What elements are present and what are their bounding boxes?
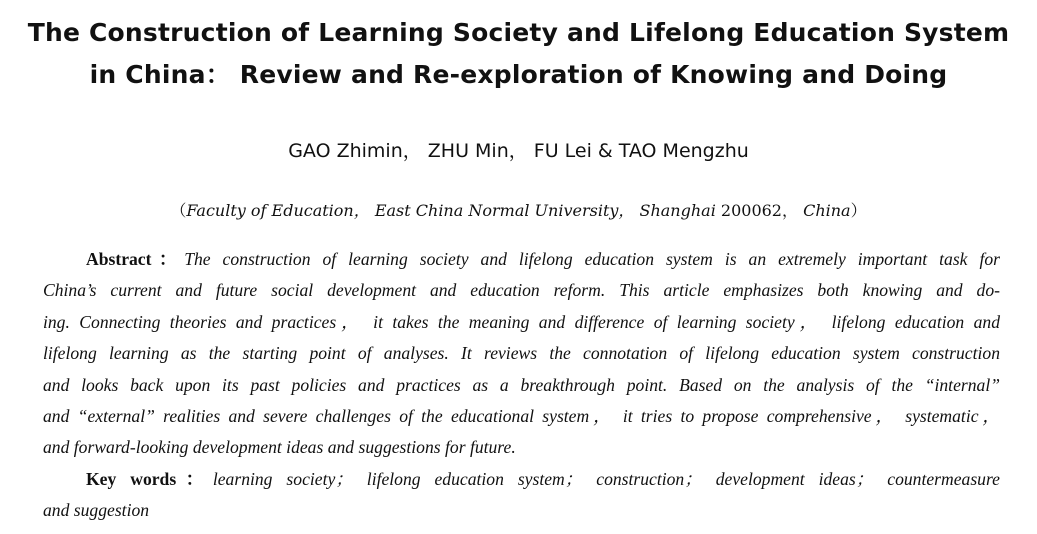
abstract-text-line-1: The construction of learning society and lifelong education system is an extremely important task for	[184, 249, 1000, 269]
abstract-line-4: lifelong learning as the starting point of analyses. It reviews the connotation of lifelong education system construction	[43, 343, 1000, 364]
abstract-line-6: and “external” realities and severe challenges of the educational system， it tries to propose comprehensive， systematic，	[43, 406, 1000, 427]
keywords-line-2: and suggestion	[43, 500, 150, 521]
keywords-block	[43, 464, 1000, 527]
affiliation-postcode: 200062，	[715, 201, 804, 220]
affiliation	[0, 198, 1037, 224]
paper-title	[0, 12, 1037, 96]
abstract-label: Abstract：	[86, 249, 185, 269]
keywords-text-line-1: learning society； lifelong education system； construction； development ideas； countermeasure	[212, 469, 1000, 489]
title-line-1: The Construction of Learning Society and Lifelong Education System	[27, 18, 1010, 47]
abstract-line-2: China’s current and future social development and education reform. This article emphasizes both knowing and do-	[43, 280, 1000, 301]
keywords-line-1	[43, 464, 1000, 495]
affiliation-country: China	[803, 201, 851, 220]
abstract-line-1	[43, 244, 1000, 275]
affiliation-close-paren: ）	[850, 201, 867, 220]
abstract-line-5: and looks back upon its past policies and practices as a breakthrough point. Based on the analysis of the “internal”	[43, 374, 1000, 395]
keywords-label: Key words：	[86, 469, 213, 489]
affiliation-open-paren: （	[170, 201, 187, 220]
abstract-line-7: and forward-looking development ideas and suggestions for future.	[43, 437, 516, 458]
author-list: GAO Zhimin， ZHU Min， FU Lei & TAO Mengzhu	[288, 140, 749, 162]
affiliation-faculty: Faculty of Education， East China Normal University， Shanghai	[186, 201, 716, 220]
title-line-2: in China： Review and Re-exploration of Knowing and Doing	[89, 60, 948, 89]
abstract-block	[43, 244, 1000, 464]
abstract-line-3: ing. Connecting theories and practices， it takes the meaning and difference of learning society， lifelong education and	[43, 311, 1000, 332]
